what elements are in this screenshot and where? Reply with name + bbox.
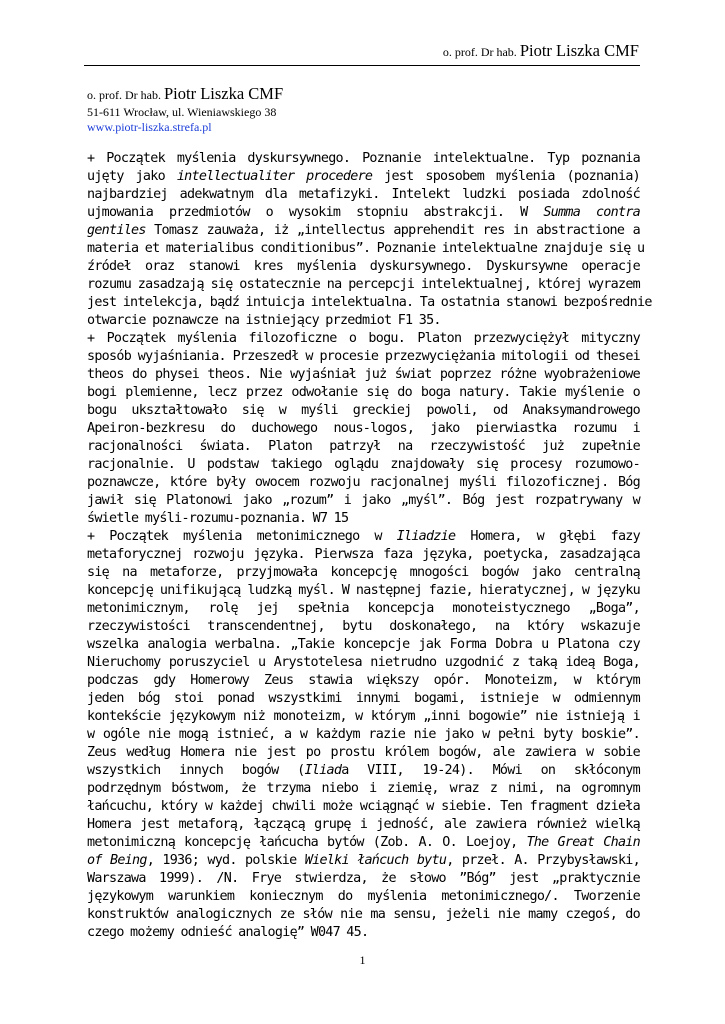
text-run: Homera, w głębi fazy <box>455 529 640 544</box>
text-run: jawił się Platonowi jako „rozum” i jako „myśl”. Bóg jest rozpatrywany w <box>87 493 640 508</box>
text-line <box>87 294 652 312</box>
text-run: jest intelekcja, bądź intuicja intelektualna. Ta ostatnia stanowi bezpośrednie <box>87 295 652 310</box>
text-line <box>87 168 640 186</box>
text-run: koncepcję unifikującą ludzką myśl. W następnej fazie, hieratycznej, w języku <box>87 583 640 598</box>
text-run: w ogóle nie mogą istnieć, a w każdym razie nie jako w pełni byty boskie”. <box>87 727 640 742</box>
text-run: Apeiron-bezkresu do duchowego nous-logos, jako pierwiastka rozumu i <box>87 421 640 436</box>
text-run: ujęty jako <box>87 169 177 184</box>
text-run: racjonalnie. U podstaw takiego oglądu znajdowały się procesy rozumowo- <box>87 457 640 472</box>
text-run: konstruktów analogicznych ze słów nie ma sensu, jeżeli nie mamy czegoś, do <box>87 907 640 922</box>
text-run: ujmowania przedmiotów o wysokim stopniu abstrakcji. W <box>87 205 544 220</box>
text-run: otwarcie poznawcze na istniejący przedmiot F1 35. <box>87 313 441 328</box>
text-run: źródeł oraz stanowi kres myślenia dyskursywnego. Dyskursywne operacje <box>87 259 640 274</box>
text-line <box>87 528 640 546</box>
text-run: jest sposobem myślenia (poznania) <box>372 169 640 184</box>
text-run: + Początek myślenia dyskursywnego. Poznanie intelektualne. Typ poznania <box>87 151 640 166</box>
italic-text: Iliadzie <box>396 529 456 544</box>
text-line <box>87 888 640 906</box>
text-line <box>87 834 640 852</box>
text-line <box>87 186 640 204</box>
text-run: metonimicznym, rolę jej spełnia koncepcja monoteistycznego „Boga”, <box>87 601 640 616</box>
text-run: Homera jest metaforą, łączącą grupę i jedność, ale zawiera również wielką <box>87 817 640 832</box>
text-line <box>87 204 640 222</box>
header-prefix: o. prof. Dr hab. <box>442 45 517 59</box>
text-run: czego możemy odnieść analogię” W047 45. <box>87 925 369 940</box>
text-run: , 1936; wyd. polskie <box>146 853 305 868</box>
text-run: się na metaforze, przyjmowała koncepcję mnogości bogów jako centralną <box>87 565 640 580</box>
text-run: + Początek myślenia filozoficzne o bogu. Platon przezwyciężył mityczny <box>87 331 640 346</box>
text-run: Tomasz zauważa, iż „intellectus apprehendit res in abstractione a <box>145 223 640 238</box>
text-line <box>87 222 640 240</box>
text-line <box>87 438 640 456</box>
article-body <box>87 150 652 942</box>
text-line <box>87 816 640 834</box>
text-line <box>87 924 640 942</box>
text-run: podrzędnym bóstwom, że trzyma niebo i ziemię, wraz z nimi, na ogromnym <box>87 781 640 796</box>
text-line <box>87 402 640 420</box>
italic-text: of Being <box>87 853 147 868</box>
text-run: wszelka analogia werbalna. „Takie koncepcje jak Forma Dobra u Platona czy <box>87 637 640 652</box>
text-run: metaforycznej rozwoju języka. Pierwsza faza języka, poetycka, zasadzająca <box>87 547 640 562</box>
author-name: Piotr Liszka CMF <box>163 84 284 103</box>
text-line <box>87 150 640 168</box>
text-line <box>87 420 640 438</box>
text-line <box>87 852 640 870</box>
paragraph <box>87 150 652 330</box>
text-line <box>87 600 640 618</box>
text-run: , przeł. A. Przybysławski, <box>446 853 640 868</box>
text-run: poznawcze, które były owocem rozwoju racjonalnej myśli filozoficznej. Bóg <box>87 475 640 490</box>
text-line <box>87 798 640 816</box>
italic-text: gentiles <box>87 223 146 238</box>
text-run: a VIII, 19-24). Mówi on skłóconym <box>341 763 640 778</box>
page-number: 1 <box>359 953 366 967</box>
text-line <box>87 546 640 564</box>
text-run: językowym warunkiem koniecznym do myślenia metonimicznego/. Tworzenie <box>87 889 640 904</box>
text-line <box>87 906 640 924</box>
page-header <box>443 41 639 61</box>
text-line <box>87 618 640 636</box>
text-line <box>87 384 640 402</box>
text-run: kontekście językowym niż monoteizm, w którym „inni bogowie” nie istnieją i <box>87 709 640 724</box>
text-line <box>87 636 640 654</box>
text-run: theos do physei theos. Nie wyjaśniał już świat poprzez różne wyobrażeniowe <box>87 367 640 382</box>
italic-text: The Great Chain <box>526 835 640 850</box>
text-run: wszystkich innych bogów ( <box>87 763 305 778</box>
text-line <box>87 708 640 726</box>
text-run: rzeczywistości transcendentnej, bytu doskonałego, na który wskazuje <box>87 619 640 634</box>
text-run: bogi plemienne, lecz przez odwołanie się do boga natury. Takie myślenie o <box>87 385 640 400</box>
text-run: rozumu zasadzają się ostatecznie na percepcji intelektualnej, której wyrazem <box>87 277 640 292</box>
author-address: 51-611 Wrocław, ul. Wieniawskiego 38 <box>87 104 277 119</box>
text-line <box>87 780 640 798</box>
text-line <box>87 456 640 474</box>
text-run: świetle myśli-rozumu-poznania. W7 15 <box>87 511 349 526</box>
header-author-name: Piotr Liszka CMF <box>519 41 639 60</box>
text-line <box>87 726 640 744</box>
text-line <box>87 312 640 330</box>
italic-text: Wielki łańcuch bytu <box>304 853 447 868</box>
text-run: łańcuchu, który w każdej chwili może wciągnąć w siebie. Ten fragment dzieła <box>87 799 640 814</box>
author-block <box>87 85 283 135</box>
text-line <box>87 474 640 492</box>
text-line <box>87 672 640 690</box>
text-line <box>87 870 640 888</box>
text-line <box>87 582 640 600</box>
author-website[interactable]: www.piotr-liszka.strefa.pl <box>87 119 212 134</box>
text-line <box>87 348 640 366</box>
text-line <box>87 690 640 708</box>
text-line <box>87 330 640 348</box>
text-run: + Początek myślenia metonimicznego w <box>87 529 397 544</box>
text-run: sposób wyjaśniania. Przeszedł w procesie przezwyciężania mitologii od thesei <box>87 349 640 364</box>
text-run: Warszawa 1999). /N. Frye stwierdza, że słowo ”Bóg” jest „praktycznie <box>87 871 640 886</box>
text-run: bogu ukształtowało się w myśli greckiej powoli, od Anaksymandrowego <box>87 403 640 418</box>
text-run: materia et materialibus conditionibus”. Poznanie intelektualne znajduje się u <box>87 241 645 256</box>
text-run: racjonalności świata. Platon patrzył na rzeczywistość już zupełnie <box>87 439 640 454</box>
text-run: podczas gdy Homerowy Zeus stawia większy opór. Monoteizm, w którym <box>87 673 640 688</box>
text-line <box>87 240 645 258</box>
author-prefix: o. prof. Dr hab. <box>87 88 161 102</box>
text-run: jeden bóg stoi ponad wszystkimi innymi bogami, istnieje w odmiennym <box>87 691 640 706</box>
paragraph <box>87 528 640 942</box>
text-line <box>87 258 640 276</box>
text-line <box>87 492 640 510</box>
text-line <box>87 744 640 762</box>
text-line <box>87 762 640 780</box>
italic-text: intellectualiter procedere <box>176 169 373 184</box>
italic-text: Summa contra <box>543 205 640 220</box>
header-rule <box>84 65 640 66</box>
text-line <box>87 510 640 528</box>
text-run: Nieruchomy poruszyciel u Arystotelesa nietrudno uzgodnić z taką ideą Boga, <box>87 655 640 670</box>
text-line <box>87 276 640 294</box>
text-run: Zeus według Homera nie jest po prostu królem bogów, ale zawiera w sobie <box>87 745 640 760</box>
text-line <box>87 654 640 672</box>
text-line <box>87 564 640 582</box>
text-run: najbardziej adekwatnym dla metafizyki. Intelekt ludzki posiada zdolność <box>87 187 640 202</box>
paragraph <box>87 330 640 528</box>
text-line <box>87 366 640 384</box>
italic-text: Iliad <box>304 763 342 778</box>
text-run: metonimiczną koncepcję łańcucha bytów (Zob. A. O. Loejoy, <box>87 835 527 850</box>
